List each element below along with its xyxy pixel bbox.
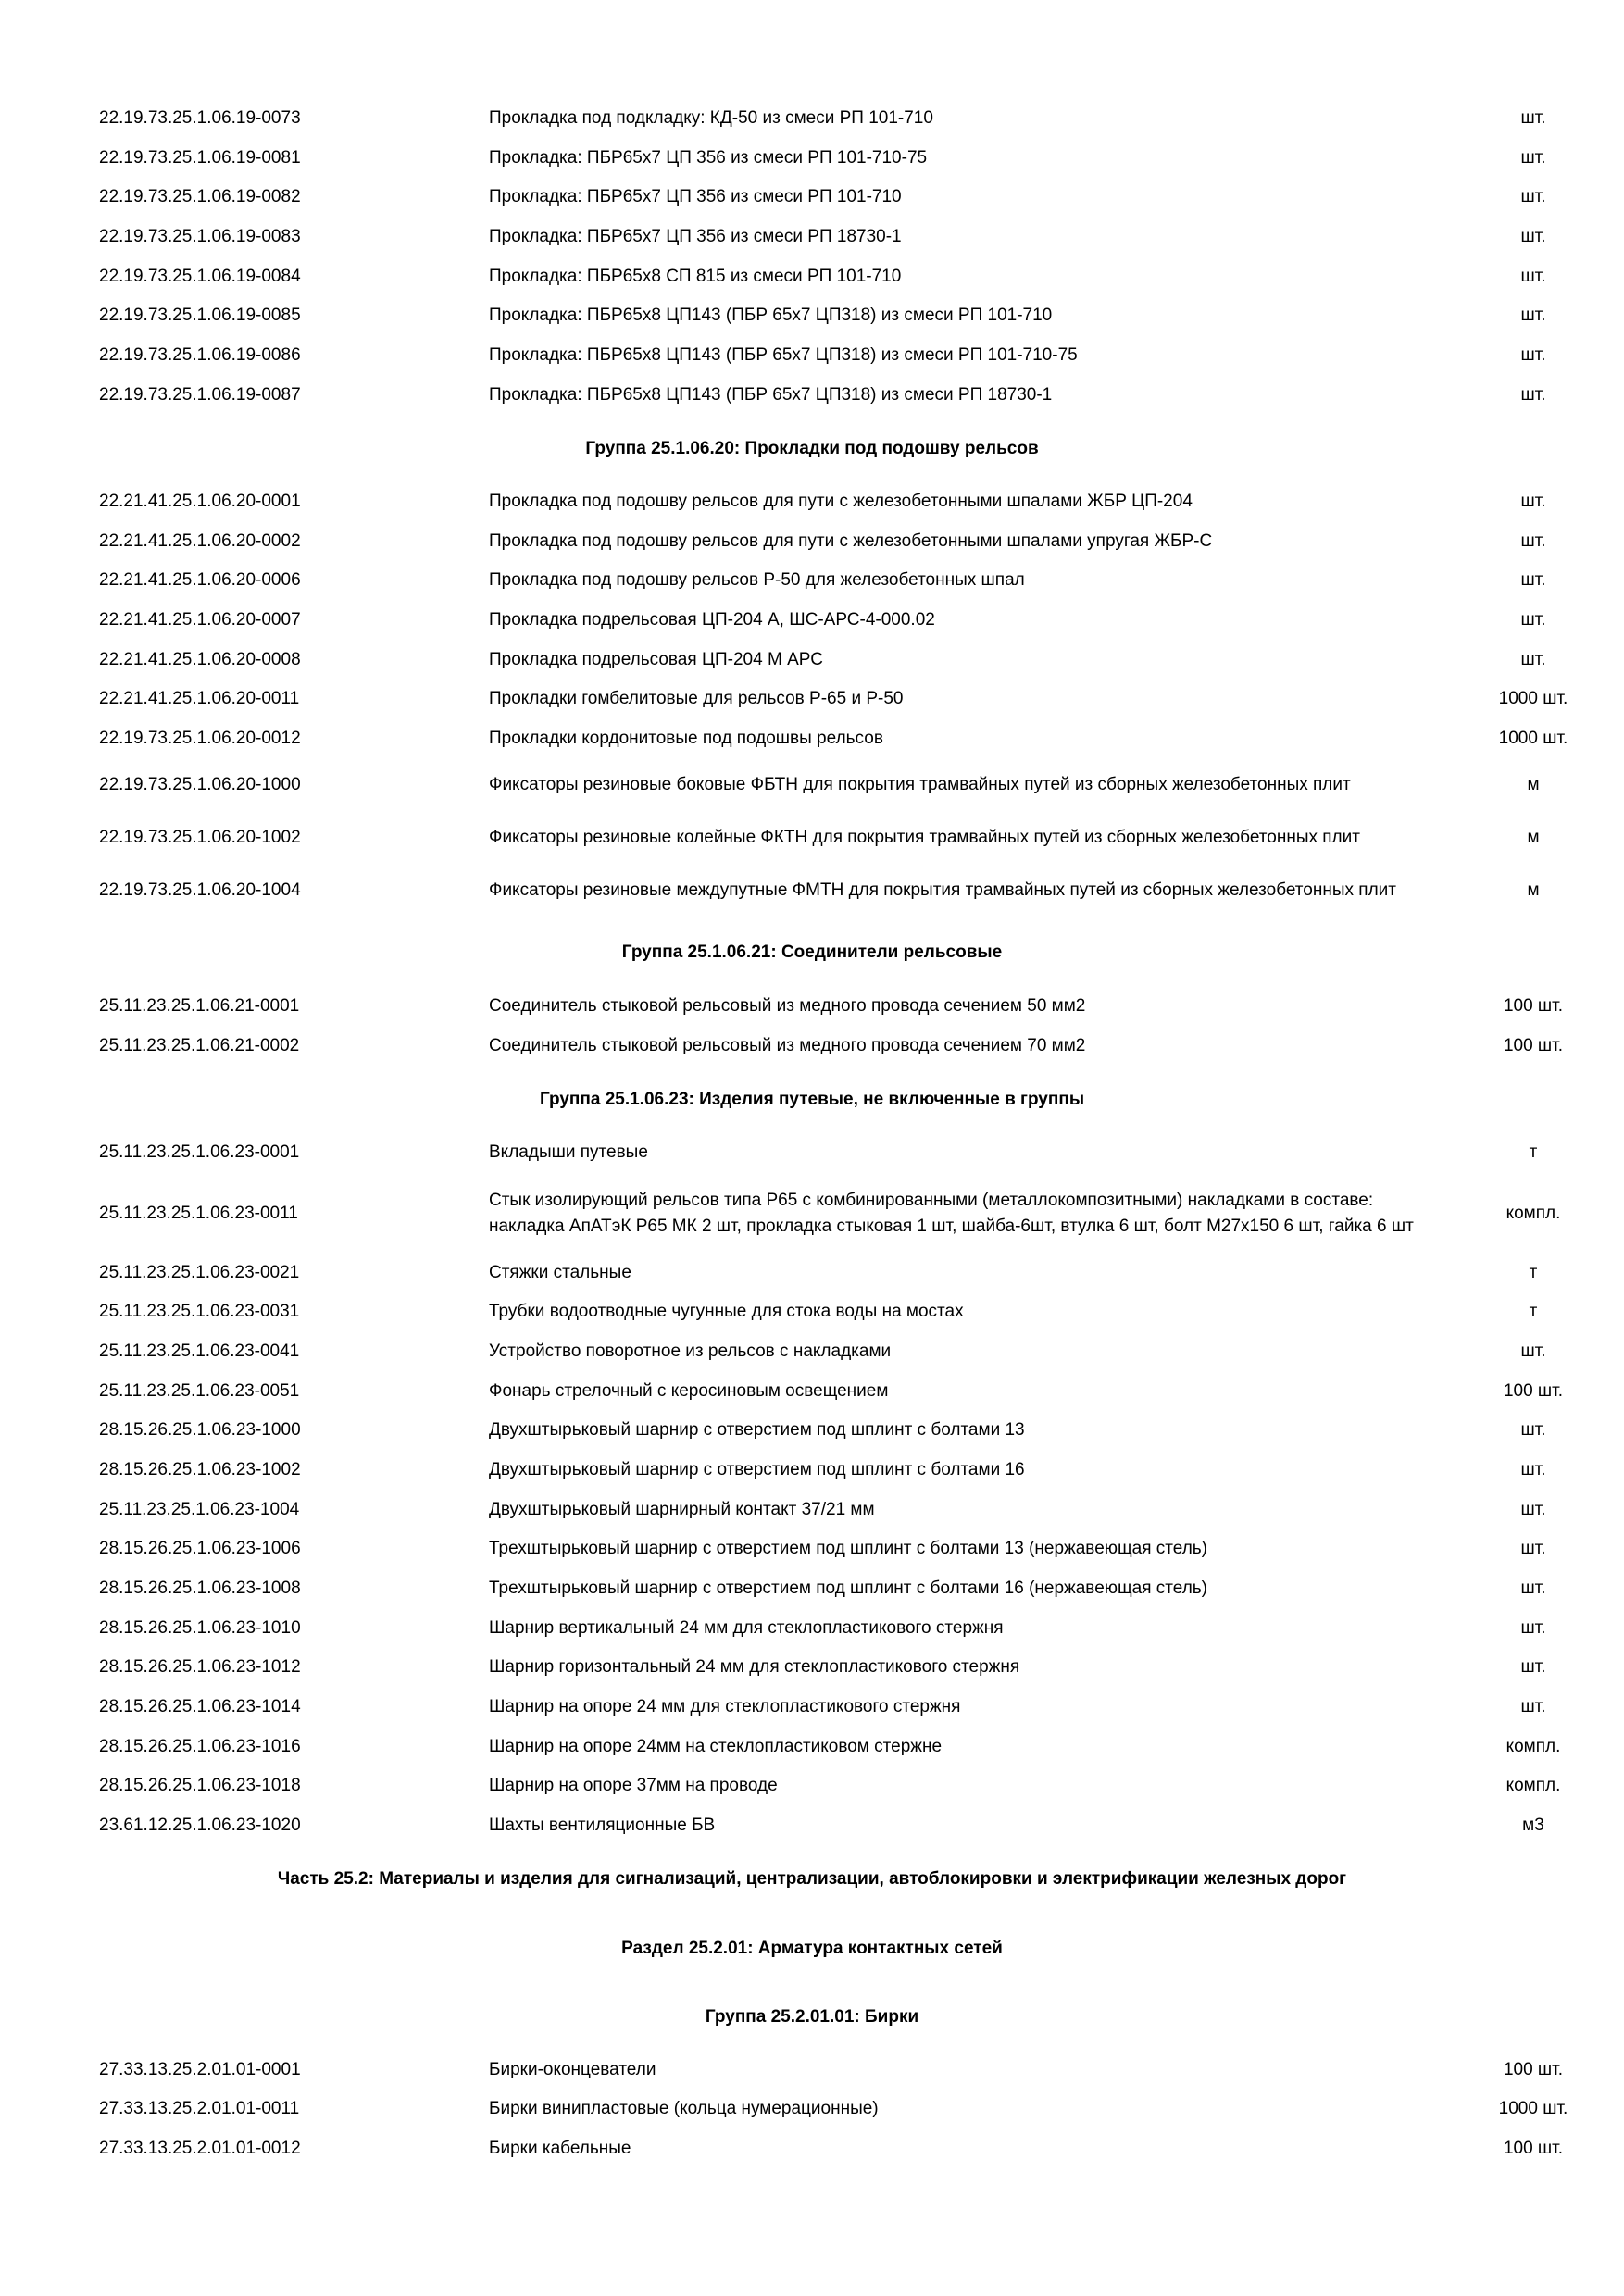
item-unit: 100 шт. [1503, 2060, 1564, 2079]
item-code: 22.19.73.25.1.06.20-1002 [99, 828, 301, 847]
item-unit: шт. [1520, 1657, 1546, 1677]
item-code: 25.11.23.25.1.06.21-0001 [99, 996, 300, 1016]
item-name: Шахты вентиляционные БВ [489, 1816, 716, 1835]
item-unit: 1000 шт. [1498, 729, 1568, 748]
item-code: 22.19.73.25.1.06.19-0084 [99, 267, 301, 286]
item-unit: шт. [1520, 1578, 1546, 1598]
item-unit: шт. [1520, 306, 1546, 325]
item-code: 25.11.23.25.1.06.23-0021 [99, 1263, 300, 1282]
item-unit: шт. [1520, 1697, 1546, 1716]
item-code: 27.33.13.25.2.01.01-0012 [99, 2139, 301, 2158]
item-code: 22.19.73.25.1.06.19-0073 [99, 108, 301, 128]
item-unit: м3 [1522, 1816, 1544, 1835]
item-name: Прокладка под подошву рельсов Р-50 для железобетонных шпал [489, 570, 1025, 590]
item-name: Прокладка: ПБР65х8 ЦП143 (ПБР 65х7 ЦП318) из смеси РП 18730-1 [489, 385, 1053, 405]
item-code: 22.19.73.25.1.06.19-0082 [99, 187, 301, 206]
item-code: 25.11.23.25.1.06.23-1004 [99, 1500, 300, 1519]
item-name: Прокладка под подошву рельсов для пути с железобетонными шпалами ЖБР ЦП-204 [489, 492, 1193, 511]
item-unit: компл. [1505, 1776, 1561, 1795]
item-code: 28.15.26.25.1.06.23-1000 [99, 1420, 301, 1440]
item-unit: м [1527, 880, 1540, 900]
item-unit: т [1529, 1263, 1538, 1282]
item-unit: м [1527, 828, 1540, 847]
item-unit: 100 шт. [1503, 996, 1564, 1016]
item-name: Прокладка: ПБР65х7 ЦП 356 из смеси РП 101-710-75 [489, 148, 928, 168]
item-name: Бирки винипластовые (кольца нумерационные) [489, 2099, 879, 2118]
item-name: Прокладка под подошву рельсов для пути с железобетонными шпалами упругая ЖБР-С [489, 531, 1213, 551]
item-unit: 1000 шт. [1498, 689, 1568, 708]
item-name: Бирки-оконцеватели [489, 2060, 656, 2079]
item-code: 28.15.26.25.1.06.23-1006 [99, 1539, 301, 1558]
item-unit: 100 шт. [1503, 1381, 1564, 1401]
item-unit: шт. [1520, 650, 1546, 669]
item-unit: т [1529, 1142, 1538, 1162]
item-name: Шарнир горизонтальный 24 мм для стеклопластикового стержня [489, 1657, 1020, 1677]
item-name: Стяжки стальные [489, 1263, 631, 1282]
item-unit: 100 шт. [1503, 2139, 1564, 2158]
item-unit: шт. [1520, 1500, 1546, 1519]
item-unit: шт. [1520, 1618, 1546, 1638]
item-unit: шт. [1520, 227, 1546, 246]
item-name: Устройство поворотное из рельсов с накладками [489, 1341, 892, 1361]
item-name: Соединитель стыковой рельсовый из медного провода сечением 50 мм2 [489, 996, 1086, 1016]
item-code: 28.15.26.25.1.06.23-1012 [99, 1657, 301, 1677]
item-name: Вкладыши путевые [489, 1142, 648, 1162]
item-name: Трехштырьковый шарнир с отверстием под шплинт с болтами 16 (нержавеющая стель) [489, 1578, 1208, 1598]
item-name: Прокладка: ПБР65х8 ЦП143 (ПБР 65х7 ЦП318) из смеси РП 101-710-75 [489, 345, 1078, 365]
item-name: Фонарь стрелочный с керосиновым освещением [489, 1381, 889, 1401]
item-name: Бирки кабельные [489, 2139, 631, 2158]
item-name: Двухштырьковый шарнир с отверстием под шплинт с болтами 13 [489, 1420, 1025, 1440]
item-code: 22.21.41.25.1.06.20-0002 [99, 531, 301, 551]
item-name: Фиксаторы резиновые междупутные ФМТН для покрытия трамвайных путей из сборных железобетонных плит [489, 880, 1396, 900]
item-name: Шарнир на опоре 37мм на проводе [489, 1776, 778, 1795]
item-name: Фиксаторы резиновые колейные ФКТН для покрытия трамвайных путей из сборных железобетонных плит [489, 828, 1360, 847]
item-name: Трубки водоотводные чугунные для стока воды на мостах [489, 1302, 964, 1321]
item-code: 27.33.13.25.2.01.01-0011 [99, 2099, 300, 2118]
item-name: Фиксаторы резиновые боковые ФБТН для покрытия трамвайных путей из сборных железобетонных плит [489, 775, 1351, 794]
item-code: 22.19.73.25.1.06.20-0012 [99, 729, 301, 748]
item-unit: шт. [1520, 345, 1546, 365]
item-unit: шт. [1520, 1460, 1546, 1479]
item-code: 22.21.41.25.1.06.20-0008 [99, 650, 301, 669]
item-name: Прокладки гомбелитовые для рельсов Р-65 и Р-50 [489, 689, 904, 708]
item-code: 25.11.23.25.1.06.23-0001 [99, 1142, 300, 1162]
item-unit: т [1529, 1302, 1538, 1321]
item-code: 25.11.23.25.1.06.23-0041 [99, 1341, 300, 1361]
section-heading: Раздел 25.2.01: Арматура контактных сетей [621, 1939, 1003, 1958]
item-code: 22.19.73.25.1.06.19-0081 [99, 148, 301, 168]
item-name: Прокладка под подкладку: КД-50 из смеси РП 101-710 [489, 108, 933, 128]
item-code: 22.19.73.25.1.06.19-0086 [99, 345, 301, 365]
item-name: Трехштырьковый шарнир с отверстием под шплинт с болтами 13 (нержавеющая стель) [489, 1539, 1208, 1558]
item-code: 22.21.41.25.1.06.20-0001 [99, 492, 301, 511]
item-unit: шт. [1520, 1539, 1546, 1558]
item-unit: шт. [1520, 1420, 1546, 1440]
item-name: Прокладка: ПБР65х8 ЦП143 (ПБР 65х7 ЦП318) из смеси РП 101-710 [489, 306, 1053, 325]
item-code: 28.15.26.25.1.06.23-1008 [99, 1578, 301, 1598]
item-name: Прокладка: ПБР65х7 ЦП 356 из смеси РП 101-710 [489, 187, 902, 206]
item-code: 28.15.26.25.1.06.23-1002 [99, 1460, 301, 1479]
item-code: 22.19.73.25.1.06.20-1000 [99, 775, 301, 794]
item-code: 28.15.26.25.1.06.23-1016 [99, 1737, 301, 1756]
item-unit: шт. [1520, 187, 1546, 206]
item-code: 25.11.23.25.1.06.23-0051 [99, 1381, 300, 1401]
item-code: 22.19.73.25.1.06.19-0087 [99, 385, 301, 405]
item-unit: шт. [1520, 531, 1546, 551]
item-code: 25.11.23.25.1.06.21-0002 [99, 1036, 300, 1055]
section-heading: Группа 25.2.01.01: Бирки [705, 2007, 919, 2027]
item-unit: шт. [1520, 570, 1546, 590]
item-code: 22.19.73.25.1.06.19-0085 [99, 306, 301, 325]
item-unit: шт. [1520, 492, 1546, 511]
item-unit: шт. [1520, 108, 1546, 128]
item-unit: шт. [1520, 148, 1546, 168]
item-name: Стык изолирующий рельсов типа Р65 с комбинированными (металлокомпозитными) накладками в составе: накладка АпАТэК Р65 МК 2 шт, прокладка стыковая 1 шт, шайба-6шт, втулка 6 шт, болт М27х150 6 шт, гайка 6 шт [489, 1191, 1414, 1236]
item-code: 28.15.26.25.1.06.23-1018 [99, 1776, 301, 1795]
item-code: 22.21.41.25.1.06.20-0006 [99, 570, 301, 590]
item-name: Двухштырьковый шарнир с отверстием под шплинт с болтами 16 [489, 1460, 1025, 1479]
item-unit: 100 шт. [1503, 1036, 1564, 1055]
item-unit: компл. [1505, 1204, 1561, 1223]
section-heading: Группа 25.1.06.20: Прокладки под подошву рельсов [585, 439, 1039, 458]
item-name: Прокладка подрельсовая ЦП-204 М АРС [489, 650, 823, 669]
item-code: 22.21.41.25.1.06.20-0007 [99, 610, 301, 630]
item-code: 28.15.26.25.1.06.23-1010 [99, 1618, 301, 1638]
item-code: 28.15.26.25.1.06.23-1014 [99, 1697, 301, 1716]
section-heading: Группа 25.1.06.21: Соединители рельсовые [621, 942, 1003, 962]
section-heading: Группа 25.1.06.23: Изделия путевые, не включенные в группы [539, 1090, 1085, 1109]
item-code: 22.21.41.25.1.06.20-0011 [99, 689, 300, 708]
item-name: Шарнир на опоре 24мм на стеклопластиковом стержне [489, 1737, 943, 1756]
item-name: Соединитель стыковой рельсовый из медного провода сечением 70 мм2 [489, 1036, 1086, 1055]
item-name: Шарнир на опоре 24 мм для стеклопластикового стержня [489, 1697, 961, 1716]
item-unit: шт. [1520, 1341, 1546, 1361]
item-name: Прокладка подрельсовая ЦП-204 А, ШС-АРС-4-000.02 [489, 610, 935, 630]
item-code: 27.33.13.25.2.01.01-0001 [99, 2060, 301, 2079]
item-name: Шарнир вертикальный 24 мм для стеклопластикового стержня [489, 1618, 1004, 1638]
item-unit: шт. [1520, 610, 1546, 630]
item-name: Двухштырьковый шарнирный контакт 37/21 мм [489, 1500, 875, 1519]
section-heading: Часть 25.2: Материалы и изделия для сигнализаций, централизации, автоблокировки и электрификации железных дорог [277, 1869, 1347, 1889]
item-code: 22.19.73.25.1.06.20-1004 [99, 880, 301, 900]
item-name: Прокладка: ПБР65х8 СП 815 из смеси РП 101-710 [489, 267, 902, 286]
item-unit: шт. [1520, 267, 1546, 286]
item-code: 25.11.23.25.1.06.23-0011 [99, 1204, 298, 1223]
item-name: Прокладка: ПБР65х7 ЦП 356 из смеси РП 18730-1 [489, 227, 902, 246]
item-code: 25.11.23.25.1.06.23-0031 [99, 1302, 300, 1321]
item-unit: 1000 шт. [1498, 2099, 1568, 2118]
item-code: 23.61.12.25.1.06.23-1020 [99, 1816, 301, 1835]
item-unit: шт. [1520, 385, 1546, 405]
item-unit: м [1527, 775, 1540, 794]
item-name: Прокладки кордонитовые под подошвы рельсов [489, 729, 883, 748]
item-unit: компл. [1505, 1737, 1561, 1756]
item-code: 22.19.73.25.1.06.19-0083 [99, 227, 301, 246]
